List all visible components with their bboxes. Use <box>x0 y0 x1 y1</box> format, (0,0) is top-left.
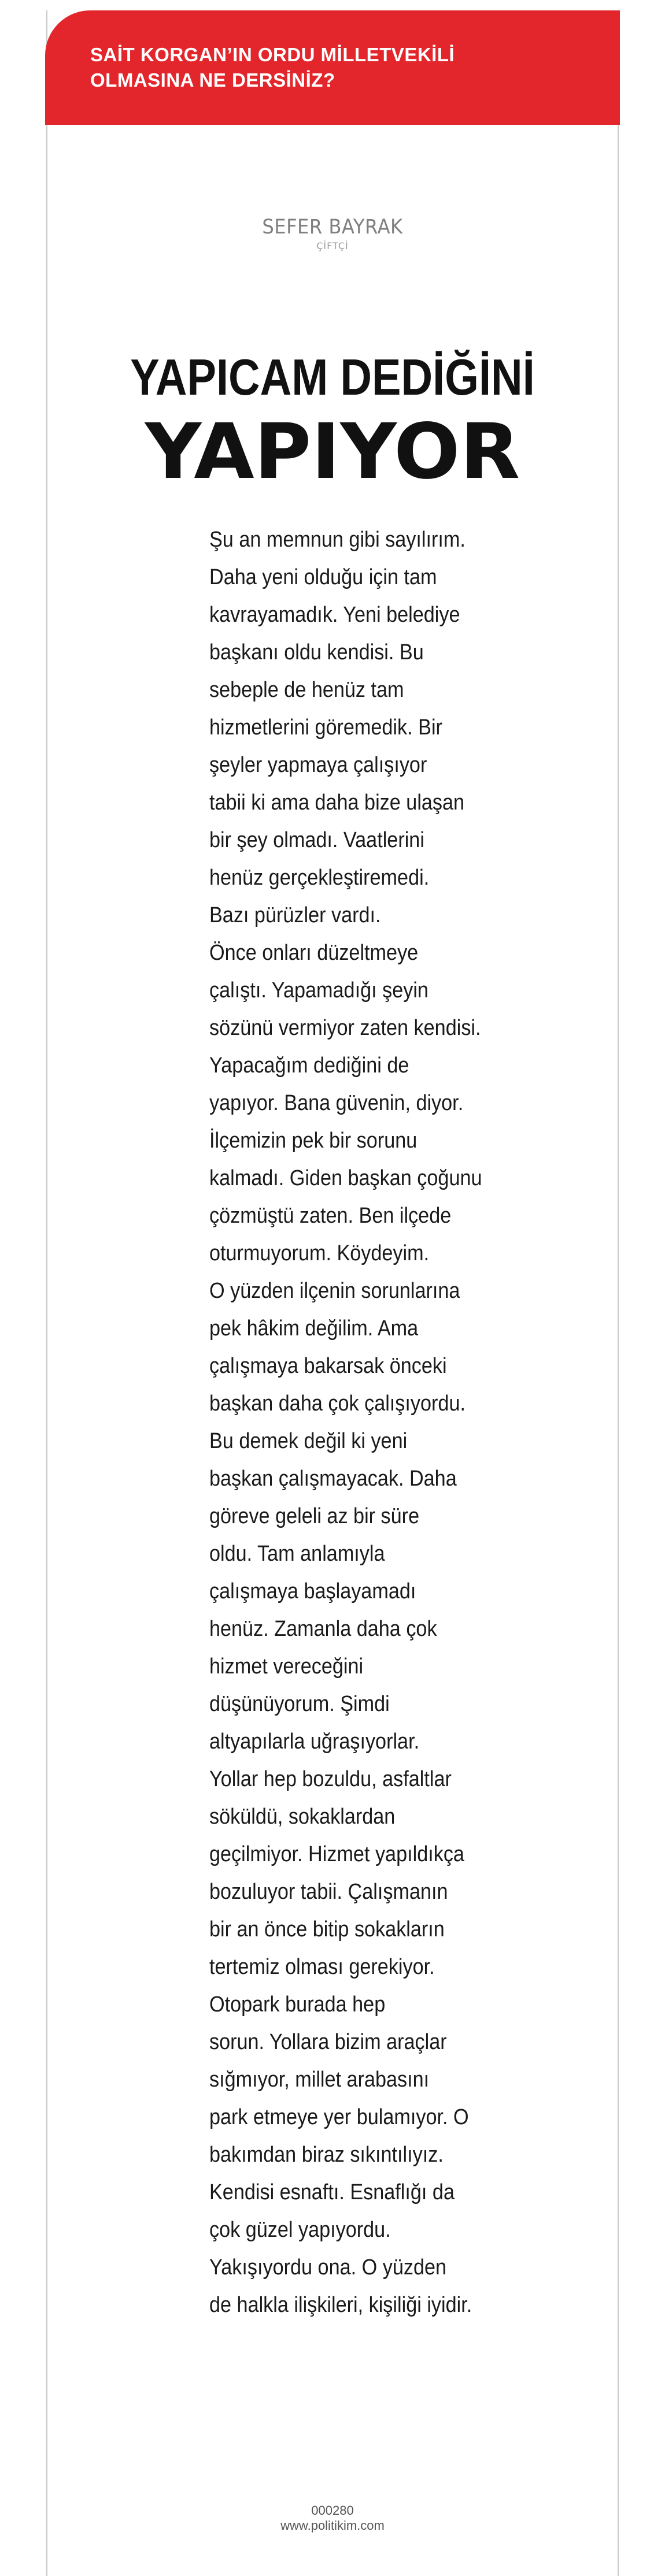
website-url: www.politikim.com <box>280 2518 385 2533</box>
answer-line: Otopark burada hep <box>209 1992 386 2017</box>
answer-line: bir an önce bitip sokakların <box>209 1917 445 1942</box>
answer-line: şeyler yapmaya çalışıyor <box>209 753 427 777</box>
answer-line: pek hâkim değilim. Ama <box>209 1316 419 1341</box>
answer-line: çalışmaya başlayamadı <box>209 1579 416 1603</box>
answer-line: sorun. Yollara bizim araçlar <box>209 2030 447 2054</box>
answer-line: sebeple de henüz tam <box>209 678 404 702</box>
answer-line: Şu an memnun gibi sayılırım. <box>209 528 466 552</box>
answer-line: Yollar hep bozuldu, asfaltlar <box>209 1767 452 1791</box>
answer-line: başkan çalışmayacak. Daha <box>209 1467 457 1491</box>
answer-line: çok güzel yapıyordu. <box>209 2218 391 2242</box>
answer-line: bir şey olmadı. Vaatlerini <box>209 828 424 852</box>
answer-line: çalıştı. Yapamadığı şeyin <box>209 978 428 1003</box>
answer-line: hizmetlerini göremedik. Bir <box>209 715 442 740</box>
question-title-line-1: SAİT KORGAN’IN ORDU MİLLETVEKİLİ <box>90 44 455 65</box>
answer-line: altyapılarla uğraşıyorlar. <box>209 1729 420 1754</box>
answer-line: O yüzden ilçenin sorunlarına <box>209 1279 460 1303</box>
answer-line: çalışmaya bakarsak önceki <box>209 1354 447 1378</box>
answer-line: söküldü, sokaklardan <box>209 1805 396 1829</box>
page-code: 000280 <box>311 2503 354 2518</box>
headline-line-2: YAPIYOR <box>145 407 520 496</box>
respondent-occupation: ÇİFTÇİ <box>316 240 349 251</box>
answer-line: Yapacağım dediğini de <box>209 1053 409 1078</box>
byline <box>0 215 665 252</box>
answer-line: bozuluyor tabii. Çalışmanın <box>209 1880 448 1904</box>
answer-line: henüz gerçekleştiremedi. <box>209 866 430 890</box>
answer-line: çözmüştü zaten. Ben ilçede <box>209 1204 452 1228</box>
answer-line: oturmuyorum. Köydeyim. <box>209 1241 430 1265</box>
answer-line: henüz. Zamanla daha çok <box>209 1617 437 1641</box>
answer-line: sığmıyor, millet arabasını <box>209 2068 430 2092</box>
footer <box>0 2503 665 2533</box>
question-title <box>90 42 564 93</box>
answer-line: Bu demek değil ki yeni <box>209 1429 408 1453</box>
headline-line-1: YAPICAM DEDİĞİNİ <box>130 348 535 406</box>
answer-line: hizmet vereceğini <box>209 1654 364 1679</box>
answer-line: kalmadı. Giden başkan çoğunu <box>209 1166 482 1190</box>
answer-line: oldu. Tam anlamıyla <box>209 1542 385 1566</box>
answer-line: tertemiz olması gerekiyor. <box>209 1955 435 1979</box>
question-header <box>45 10 620 125</box>
answer-line: de halkla ilişkileri, kişiliği iyidir. <box>209 2293 472 2317</box>
answer-line: park etmeye yer bulamıyor. O <box>209 2105 469 2129</box>
answer-line: İlçemizin pek bir sorunu <box>209 1129 418 1153</box>
question-title-line-2: OLMASINA NE DERSİNİZ? <box>90 69 335 91</box>
answer-line: Bazı pürüzler vardı. <box>209 903 381 927</box>
answer-line: göreve geleli az bir süre <box>209 1504 420 1528</box>
answer-line: başkanı oldu kendisi. Bu <box>209 640 424 665</box>
answer-line: bakımdan biraz sıkıntılıyız. <box>209 2143 444 2167</box>
answer-line: Daha yeni olduğu için tam <box>209 565 437 589</box>
answer-line: yapıyor. Bana güvenin, diyor. <box>209 1091 464 1115</box>
answer-line: tabii ki ama daha bize ulaşan <box>209 790 465 815</box>
answer-line: Önce onları düzeltmeye <box>209 941 419 965</box>
answer-line: kavrayamadık. Yeni belediye <box>209 603 460 627</box>
answer-line: sözünü vermiyor zaten kendisi. <box>209 1016 481 1040</box>
answer-line: Kendisi esnaftı. Esnaflığı da <box>209 2180 455 2204</box>
answer-line: başkan daha çok çalışıyordu. <box>209 1391 466 1416</box>
answer-body <box>209 521 556 2324</box>
answer-line: geçilmiyor. Hizmet yapıldıkça <box>209 1842 464 1866</box>
answer-line: düşünüyorum. Şimdi <box>209 1692 390 1716</box>
respondent-name: SEFER BAYRAK <box>262 216 403 239</box>
answer-line: Yakışıyordu ona. O yüzden <box>209 2255 447 2280</box>
